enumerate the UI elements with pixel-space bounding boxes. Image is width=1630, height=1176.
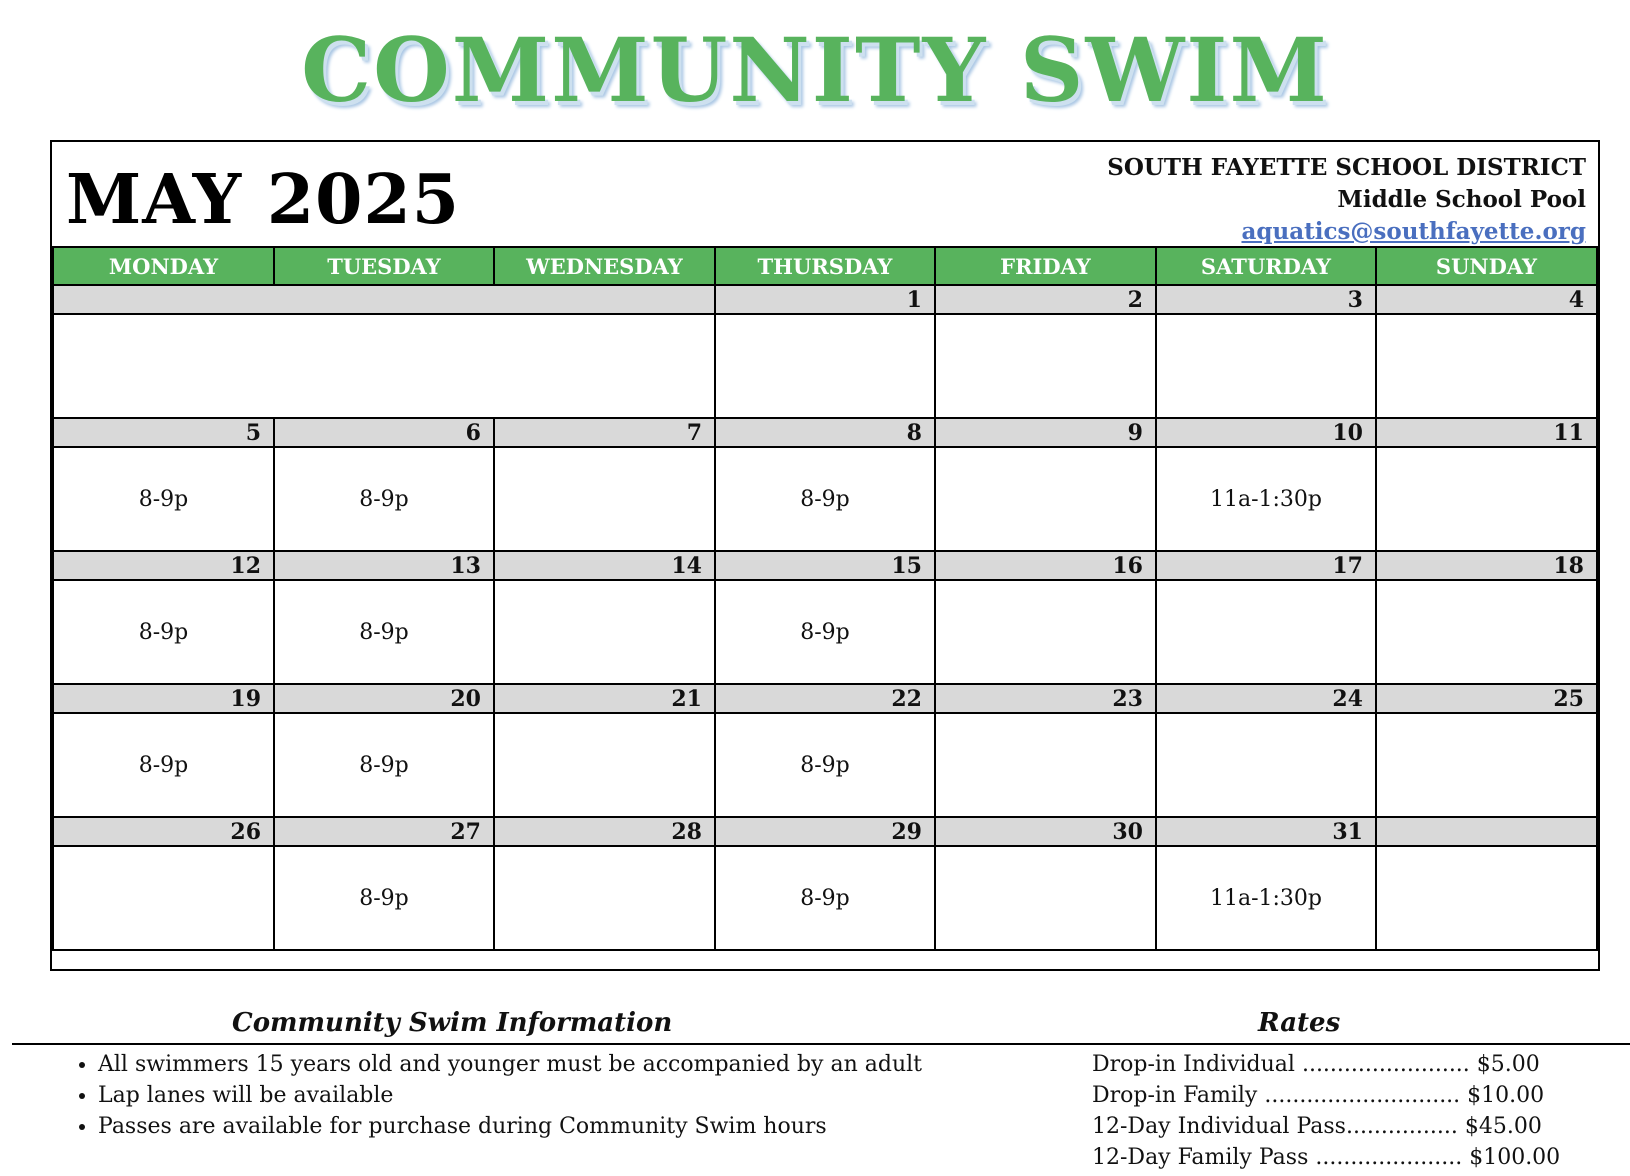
date-number: 19 bbox=[53, 684, 274, 713]
date-number: 3 bbox=[1156, 285, 1376, 314]
day-cell bbox=[1376, 580, 1597, 684]
rate-item: Drop-in Family ............................ $10.00 bbox=[1092, 1083, 1545, 1108]
date-number: 24 bbox=[1156, 684, 1376, 713]
day-cell bbox=[935, 580, 1156, 684]
time-row bbox=[53, 713, 1597, 817]
day-cell: 8-9p bbox=[274, 713, 494, 817]
time-row bbox=[53, 580, 1597, 684]
date-row bbox=[53, 817, 1597, 846]
date-number: 20 bbox=[274, 684, 494, 713]
day-cell bbox=[1376, 447, 1597, 551]
day-cell bbox=[53, 846, 274, 950]
day-cell bbox=[715, 314, 935, 418]
day-cell: 8-9p bbox=[53, 713, 274, 817]
date-row bbox=[53, 684, 1597, 713]
day-cell bbox=[494, 447, 715, 551]
day-cell bbox=[935, 846, 1156, 950]
email-link[interactable]: aquatics@southfayette.org bbox=[1241, 218, 1586, 245]
info-item: • Passes are available for purchase during Community Swim hours bbox=[98, 1111, 922, 1142]
day-cell bbox=[494, 713, 715, 817]
pool-location: Middle School Pool bbox=[1337, 186, 1586, 213]
date-number: 27 bbox=[274, 817, 494, 846]
date-row bbox=[53, 285, 1597, 314]
rate-item: 12-Day Individual Pass................ $45.00 bbox=[1092, 1114, 1542, 1139]
date-number: 28 bbox=[494, 817, 715, 846]
weekday-header: MONDAY bbox=[53, 247, 274, 285]
rate-item: 12-Day Family Pass ..................... $100.00 bbox=[1092, 1145, 1561, 1170]
day-cell: 8-9p bbox=[274, 580, 494, 684]
info-item: • Lap lanes will be available bbox=[98, 1080, 922, 1111]
date-number: 10 bbox=[1156, 418, 1376, 447]
date-row bbox=[53, 418, 1597, 447]
date-number: 13 bbox=[274, 551, 494, 580]
date-number: 1 bbox=[715, 285, 935, 314]
banner-title: COMMUNITY SWIM bbox=[301, 18, 1329, 122]
date-number: 30 bbox=[935, 817, 1156, 846]
empty-day-span bbox=[53, 314, 715, 418]
day-cell: 8-9p bbox=[274, 846, 494, 950]
date-row bbox=[53, 551, 1597, 580]
date-number: 9 bbox=[935, 418, 1156, 447]
date-number: 31 bbox=[1156, 817, 1376, 846]
section-divider bbox=[12, 1043, 1630, 1045]
weekday-header: THURSDAY bbox=[715, 247, 935, 285]
time-row bbox=[53, 846, 1597, 950]
weekday-header: WEDNESDAY bbox=[494, 247, 715, 285]
date-number: 23 bbox=[935, 684, 1156, 713]
info-list bbox=[58, 1049, 922, 1142]
date-number: 22 bbox=[715, 684, 935, 713]
day-cell: 8-9p bbox=[715, 846, 935, 950]
date-number: 18 bbox=[1376, 551, 1597, 580]
calendar bbox=[50, 140, 1600, 971]
date-number: 2 bbox=[935, 285, 1156, 314]
day-cell bbox=[935, 314, 1156, 418]
date-number: 4 bbox=[1376, 285, 1597, 314]
date-number bbox=[1376, 817, 1597, 846]
district-info bbox=[1107, 152, 1586, 248]
rates-list bbox=[1092, 1049, 1560, 1173]
day-cell bbox=[1376, 314, 1597, 418]
day-cell bbox=[1156, 713, 1376, 817]
weekday-header: TUESDAY bbox=[274, 247, 494, 285]
info-title: Community Swim Information bbox=[232, 1008, 673, 1038]
empty-date-span bbox=[53, 285, 715, 314]
day-cell: 8-9p bbox=[53, 580, 274, 684]
date-number: 5 bbox=[53, 418, 274, 447]
day-cell bbox=[935, 447, 1156, 551]
rate-item: Drop-in Individual ........................ $5.00 bbox=[1092, 1052, 1540, 1077]
day-cell: 8-9p bbox=[274, 447, 494, 551]
day-cell: 8-9p bbox=[715, 580, 935, 684]
date-number: 6 bbox=[274, 418, 494, 447]
time-row bbox=[53, 314, 1597, 418]
date-number: 12 bbox=[53, 551, 274, 580]
weekday-header: SATURDAY bbox=[1156, 247, 1376, 285]
date-number: 29 bbox=[715, 817, 935, 846]
date-number: 17 bbox=[1156, 551, 1376, 580]
day-cell bbox=[494, 580, 715, 684]
calendar-grid bbox=[52, 246, 1598, 951]
weekday-header-row bbox=[53, 247, 1597, 285]
day-cell: 11a-1:30p bbox=[1156, 447, 1376, 551]
date-number: 26 bbox=[53, 817, 274, 846]
day-cell bbox=[935, 713, 1156, 817]
day-cell bbox=[1376, 846, 1597, 950]
date-number: 8 bbox=[715, 418, 935, 447]
day-cell bbox=[1156, 314, 1376, 418]
day-cell: 8-9p bbox=[715, 713, 935, 817]
date-number: 7 bbox=[494, 418, 715, 447]
date-number: 11 bbox=[1376, 418, 1597, 447]
date-number: 16 bbox=[935, 551, 1156, 580]
info-item: • All swimmers 15 years old and younger must be accompanied by an adult bbox=[98, 1049, 922, 1080]
date-number: 21 bbox=[494, 684, 715, 713]
weekday-header: FRIDAY bbox=[935, 247, 1156, 285]
district-name: SOUTH FAYETTE SCHOOL DISTRICT bbox=[1107, 154, 1586, 181]
weekday-header: SUNDAY bbox=[1376, 247, 1597, 285]
day-cell bbox=[494, 846, 715, 950]
day-cell: 8-9p bbox=[53, 447, 274, 551]
day-cell: 11a-1:30p bbox=[1156, 846, 1376, 950]
date-number: 25 bbox=[1376, 684, 1597, 713]
day-cell bbox=[1376, 713, 1597, 817]
time-row bbox=[53, 447, 1597, 551]
day-cell bbox=[1156, 580, 1376, 684]
rates-title: Rates bbox=[1258, 1008, 1341, 1038]
month-title: MAY 2025 bbox=[66, 160, 461, 240]
date-number: 14 bbox=[494, 551, 715, 580]
day-cell: 8-9p bbox=[715, 447, 935, 551]
date-number: 15 bbox=[715, 551, 935, 580]
